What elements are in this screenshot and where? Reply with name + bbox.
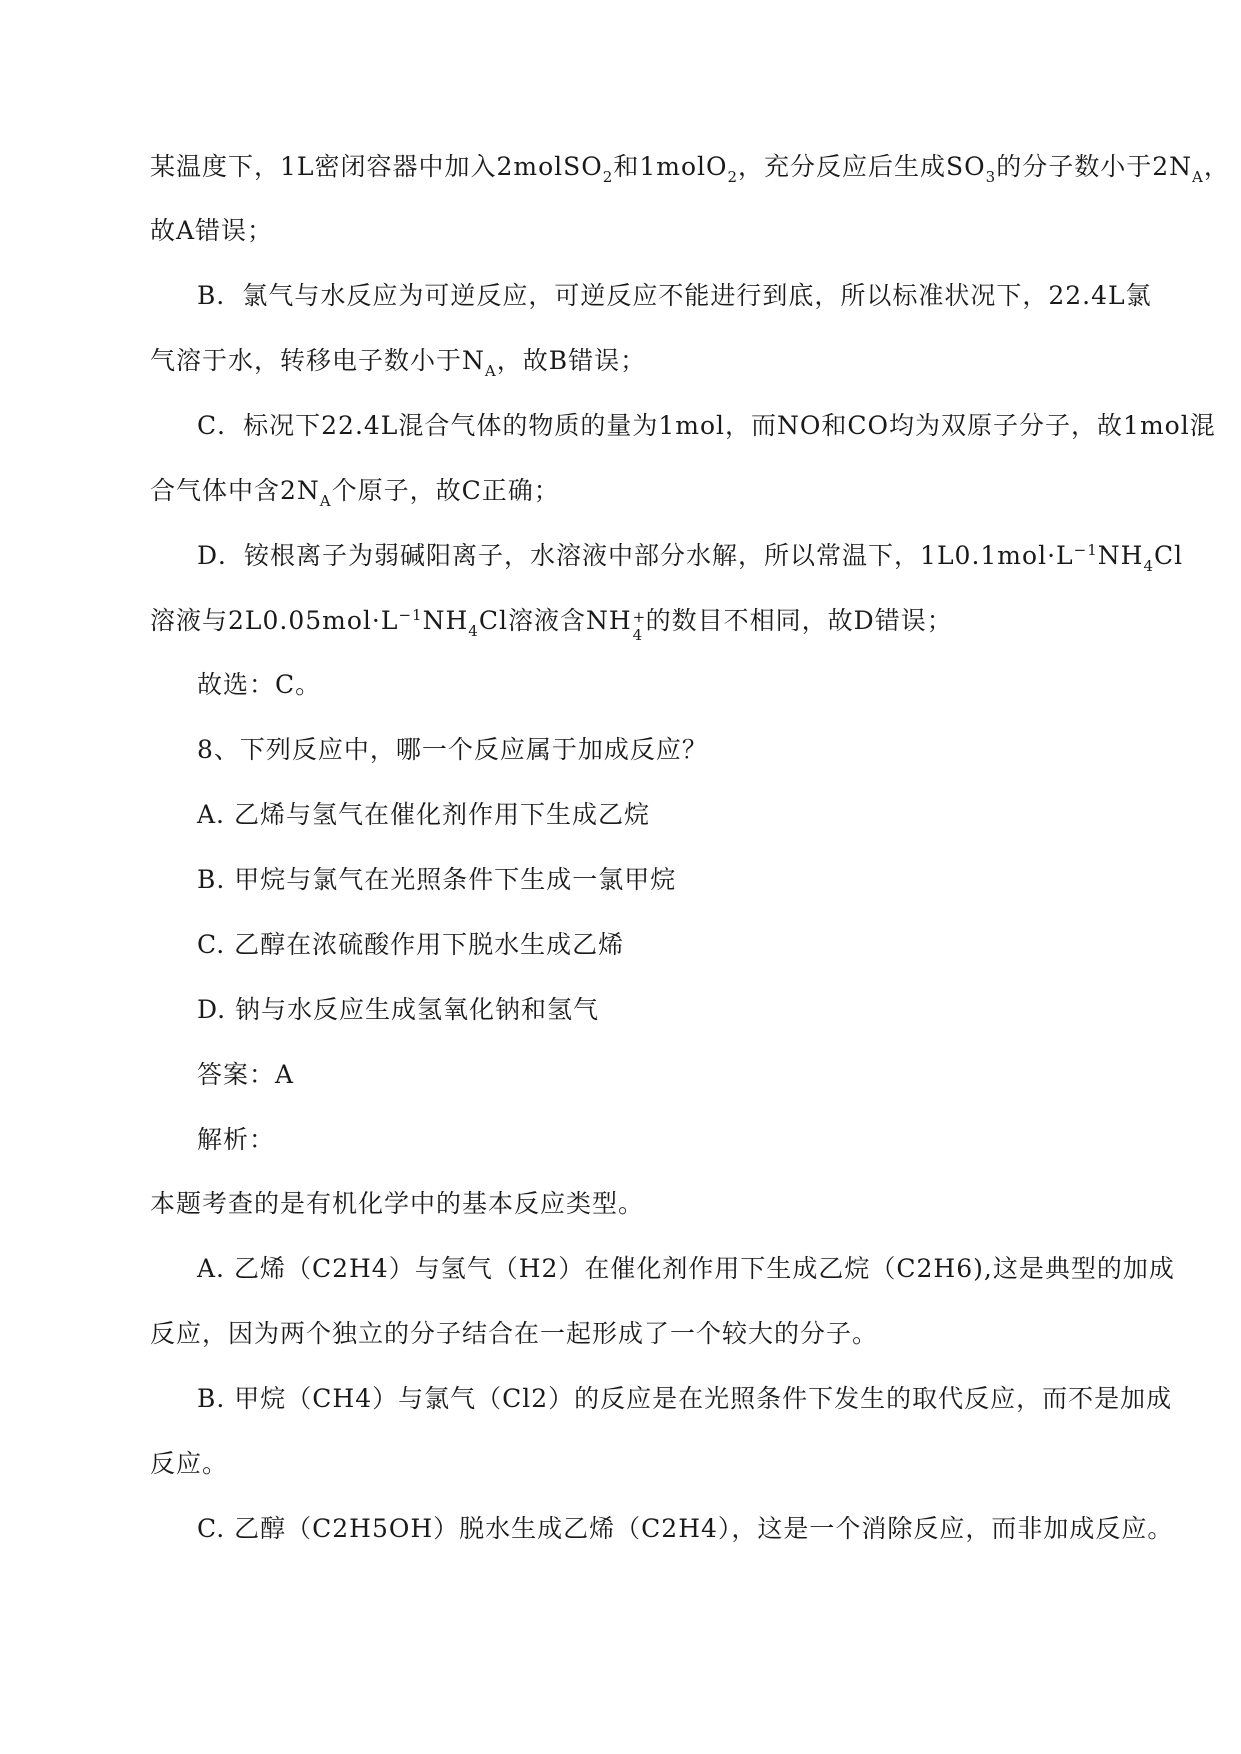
text-segment: Cl溶液含NH (478, 606, 632, 635)
text-segment: Cl (1153, 541, 1184, 570)
subscript: 2 (727, 168, 739, 186)
text-line: 反应。 (150, 1449, 229, 1478)
text-segment: 和1molO (613, 152, 728, 181)
text-segment: 气溶于水，转移电子数小于N (150, 346, 485, 375)
text-line: 反应，因为两个独立的分子结合在一起形成了一个较大的分子。 (150, 1319, 879, 1348)
text-segment: NH (422, 606, 469, 635)
text-segment: ，充分反应后生成SO (738, 152, 986, 181)
text-line: B．氯气与水反应为可逆反应，可逆反应不能进行到底，所以标准状况下，22.4L氯 (197, 281, 1152, 310)
ion-charge-stack (632, 606, 647, 644)
subscript: 4 (468, 622, 479, 640)
text-segment: ，故B错误； (496, 346, 647, 375)
option-d: D. 钠与水反应生成氢氧化钠和氢气 (197, 995, 600, 1024)
text-segment: D．铵根离子为弱碱阳离子，水溶液中部分水解，所以常温下，1L0.1mol·L (197, 541, 1074, 570)
subscript: 4 (1143, 557, 1154, 575)
option-b: B. 甲烷与氯气在光照条件下生成一氯甲烷 (197, 865, 677, 894)
text-line: 故A错误； (150, 216, 274, 245)
text-segment: 个原子，故C正确； (331, 476, 560, 505)
text-line: 故选：C。 (197, 670, 322, 699)
subscript: A (319, 492, 332, 510)
text-line: C．标况下22.4L混合气体的物质的量为1mol，而NO和CO均为双原子分子，故1mol混 (197, 411, 1216, 440)
text-line (150, 606, 953, 644)
text-segment: 某温度下，1L密闭容器中加入2molSO (150, 152, 603, 181)
analysis-label: 解析： (197, 1125, 276, 1154)
text-segment: 的分子数小于2N (996, 152, 1193, 181)
text-line: A. 乙烯（C2H4）与氢气（H2）在催化剂作用下生成乙烷（C2H6),这是典型的加成 (197, 1254, 1175, 1283)
text-line: B. 甲烷（CH4）与氯气（Cl2）的反应是在光照条件下发生的取代反应，而不是加成 (197, 1384, 1173, 1413)
text-line (197, 541, 1184, 575)
superscript: + (632, 608, 647, 626)
text-segment: 合气体中含2N (150, 476, 320, 505)
question-title: 8、下列反应中，哪一个反应属于加成反应？ (197, 735, 708, 764)
text-segment: ， (1203, 152, 1230, 181)
text-line (150, 346, 647, 380)
option-c: C. 乙醇在浓硫酸作用下脱水生成乙烯 (197, 930, 625, 959)
text-line (150, 152, 1230, 186)
text-line (150, 476, 560, 510)
text-segment: 溶液与2L0.05mol·L (150, 606, 399, 635)
text-segment: NH (1097, 541, 1144, 570)
subscript: 4 (632, 626, 644, 644)
text-segment: 的数目不相同，故D错误； (645, 606, 953, 635)
subscript: 2 (602, 168, 614, 186)
subscript: A (1192, 168, 1204, 186)
text-line: 本题考查的是有机化学中的基本反应类型。 (150, 1189, 645, 1218)
text-line: C. 乙醇（C2H5OH）脱水生成乙烯（C2H4），这是一个消除反应，而非加成反应。 (197, 1514, 1174, 1543)
subscript: 3 (985, 168, 997, 186)
option-a: A. 乙烯与氢气在催化剂作用下生成乙烷 (197, 800, 650, 829)
answer-line: 答案：A (197, 1060, 295, 1089)
superscript: −1 (398, 606, 423, 624)
subscript: A (484, 362, 497, 380)
superscript: −1 (1073, 541, 1098, 559)
